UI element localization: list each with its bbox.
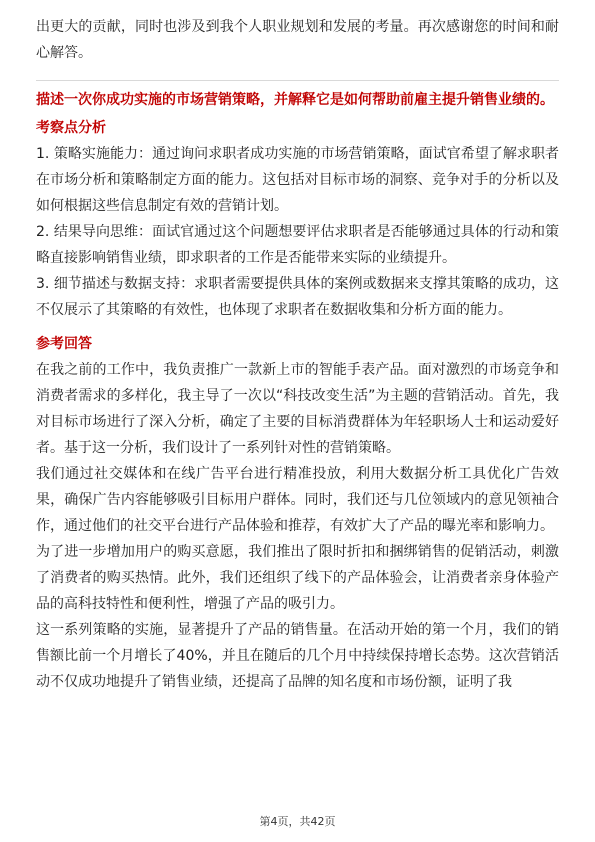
answer-paragraph: 在我之前的工作中，我负责推广一款新上市的智能手表产品。面对激烈的市场竞争和消费者需求的多样化，我主导了一次以“科技改变生活”为主题的营销活动。首先，我对目标市场进行了深入分析，确定了主要的目标消费群体为年轻职场人士和运动爱好者。基于这一分析，我们设计了一系列针对性的营销策略。 [36,362,559,456]
analysis-heading: 考察点分析 [36,120,106,136]
intro-paragraph: 出更大的贡献，同时也涉及到我个人职业规划和发展的考量。再次感谢您的时间和耐心解答。 [36,19,559,61]
answer-paragraph: 为了进一步增加用户的购买意愿，我们推出了限时折扣和捆绑销售的促销活动，刺激了消费者的购买热情。此外，我们还组织了线下的产品体验会，让消费者亲身体验产品的高科技特性和便利性，增强了产品的吸引力。 [36,544,559,612]
document-page [36,14,559,695]
analysis-item: 2. 结果导向思维：面试官通过这个问题想要评估求职者是否能够通过具体的行动和策略直接影响销售业绩，即求职者的工作是否能带来实际的业绩提升。 [36,224,559,266]
section-divider [36,80,559,81]
answer-paragraph: 这一系列策略的实施，显著提升了产品的销售量。在活动开始的第一个月，我们的销售额比前一个月增长了40%，并且在随后的几个月中持续保持增长态势。这次营销活动不仅成功地提升了销售业绩，还提高了品牌的知名度和市场份额，证明了我 [36,622,559,690]
question-title: 描述一次你成功实施的市场营销策略，并解释它是如何帮助前雇主提升销售业绩的。 [36,92,554,108]
analysis-item: 1. 策略实施能力：通过询问求职者成功实施的市场营销策略，面试官希望了解求职者在市场分析和策略制定方面的能力。这包括对目标市场的洞察、竞争对手的分析以及如何根据这些信息制定有效的营销计划。 [36,146,559,214]
analysis-item: 3. 细节描述与数据支持：求职者需要提供具体的案例或数据来支撑其策略的成功，这不仅展示了其策略的有效性，也体现了求职者在数据收集和分析方面的能力。 [36,276,559,318]
page-number: 第4页，共42页 [259,815,336,828]
answer-paragraph: 我们通过社交媒体和在线广告平台进行精准投放，利用大数据分析工具优化广告效果，确保广告内容能够吸引目标用户群体。同时，我们还与几位领域内的意见领袖合作，通过他们的社交平台进行产品体验和推荐，有效扩大了产品的曝光率和影响力。 [36,466,559,534]
answer-heading: 参考回答 [36,336,92,352]
